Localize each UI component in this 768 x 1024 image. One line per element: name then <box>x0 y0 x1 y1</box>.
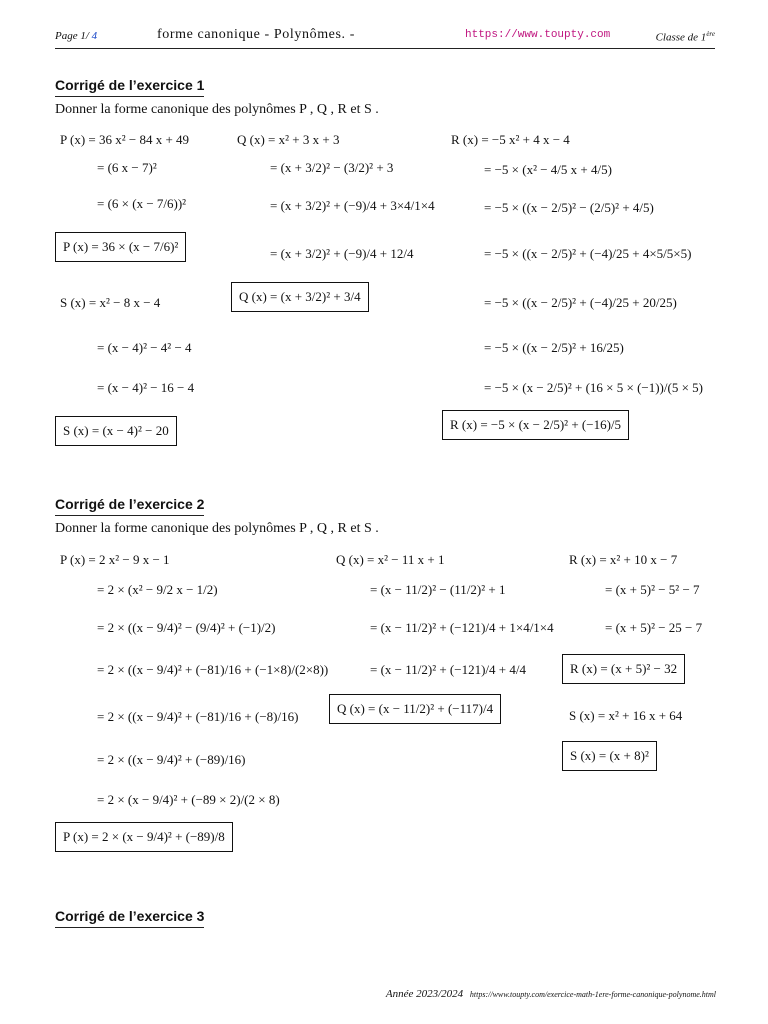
ex1-p-line-2: = (6 x − 7)² <box>97 160 157 175</box>
page-indicator <box>55 30 97 42</box>
ex1-p-line-1: P (x) = 36 x² − 84 x + 49 <box>60 132 190 147</box>
footer-url-link[interactable]: https://www.toupty.com/exercice-math-1ere-forme-canonique-polynome.html <box>469 990 716 999</box>
ex2-q-result: Q (x) = (x − 11/2)² + (−117)/4 <box>337 701 494 716</box>
ex1-r-line-7: = −5 × (x − 2/5)² + (16 × 5 × (−1))/(5 × 5) <box>484 380 703 395</box>
ex2-r-result: R (x) = (x + 5)² − 32 <box>570 661 678 676</box>
ex2-p-line-2: = 2 × (x² − 9/2 x − 1/2) <box>97 582 218 597</box>
ex2-q-line-4: = (x − 11/2)² + (−121)/4 + 4/4 <box>370 662 526 677</box>
ex1-r-result-box <box>442 410 629 440</box>
ex1-s-line-3: = (x − 4)² − 16 − 4 <box>97 380 195 395</box>
ex2-p-line-1: P (x) = 2 x² − 9 x − 1 <box>60 552 170 567</box>
ex1-q-line-2: = (x + 3/2)² − (3/2)² + 3 <box>270 160 394 175</box>
page-header <box>55 26 715 49</box>
ex1-q-result: Q (x) = (x + 3/2)² + 3/4 <box>239 289 361 304</box>
ex1-r-result: R (x) = −5 × (x − 2/5)² + (−16)/5 <box>450 417 622 432</box>
ex3-title: Corrigé de l’exercice 3 <box>55 908 204 928</box>
ex1-q-line-4: = (x + 3/2)² + (−9)/4 + 12/4 <box>270 246 414 261</box>
ex1-q-result-box <box>231 282 369 312</box>
ex1-q-line-1: Q (x) = x² + 3 x + 3 <box>237 132 340 147</box>
ex1-r-line-3: = −5 × ((x − 2/5)² − (2/5)² + 4/5) <box>484 200 654 215</box>
ex2-intro: Donner la forme canonique des polynômes P , Q , R et S . <box>55 521 379 536</box>
ex2-s-result-box <box>562 741 657 771</box>
ex1-s-result-box <box>55 416 177 446</box>
ex2-p-line-3: = 2 × ((x − 9/4)² − (9/4)² + (−1)/2) <box>97 620 276 635</box>
ex2-r-line-2: = (x + 5)² − 5² − 7 <box>605 582 700 597</box>
ex2-p-result: P (x) = 2 × (x − 9/4)² + (−89)/8 <box>63 829 225 844</box>
class-sup: ère <box>706 30 715 38</box>
ex2-r-result-box <box>562 654 685 684</box>
ex1-r-line-4: = −5 × ((x − 2/5)² + (−4)/25 + 4×5/5×5) <box>484 246 692 261</box>
ex2-s-line-1: S (x) = x² + 16 x + 64 <box>569 708 683 723</box>
class-text: Classe de 1 <box>655 31 707 44</box>
ex1-s-line-1: S (x) = x² − 8 x − 4 <box>60 295 161 310</box>
ex1-r-line-6: = −5 × ((x − 2/5)² + 16/25) <box>484 340 624 355</box>
ex2-q-line-2: = (x − 11/2)² − (11/2)² + 1 <box>370 582 506 597</box>
ex1-intro: Donner la forme canonique des polynômes P , Q , R et S . <box>55 102 379 117</box>
ex2-r-line-3: = (x + 5)² − 25 − 7 <box>605 620 703 635</box>
ex1-p-result: P (x) = 36 × (x − 7/6)² <box>63 239 179 254</box>
ex2-s-result: S (x) = (x + 8)² <box>570 748 649 763</box>
ex2-q-result-box <box>329 694 501 724</box>
ex1-r-line-2: = −5 × (x² − 4/5 x + 4/5) <box>484 162 612 177</box>
ex2-title: Corrigé de l’exercice 2 <box>55 496 204 516</box>
ex1-q-line-3: = (x + 3/2)² + (−9)/4 + 3×4/1×4 <box>270 198 435 213</box>
footer-year: Année 2023/2024 <box>385 988 464 1000</box>
ex1-p-line-3: = (6 × (x − 7/6))² <box>97 196 187 211</box>
class-label <box>656 30 715 44</box>
ex2-q-line-1: Q (x) = x² − 11 x + 1 <box>336 552 445 567</box>
ex2-p-line-6: = 2 × ((x − 9/4)² + (−89)/16) <box>97 752 246 767</box>
document-title: forme canonique - Polynômes. - <box>157 27 356 42</box>
page-footer <box>386 988 716 1000</box>
ex2-p-line-5: = 2 × ((x − 9/4)² + (−81)/16 + (−8)/16) <box>97 709 299 724</box>
ex2-p-line-4: = 2 × ((x − 9/4)² + (−81)/16 + (−1×8)/(2×8)) <box>97 662 329 677</box>
ex1-s-result: S (x) = (x − 4)² − 20 <box>63 423 169 438</box>
ex1-p-result-box <box>55 232 186 262</box>
ex2-p-line-7: = 2 × (x − 9/4)² + (−89 × 2)/(2 × 8) <box>97 792 280 807</box>
ex2-p-result-box <box>55 822 233 852</box>
page-total-link[interactable]: 4 <box>91 30 98 42</box>
ex2-q-line-3: = (x − 11/2)² + (−121)/4 + 1×4/1×4 <box>370 620 554 635</box>
ex2-r-line-1: R (x) = x² + 10 x − 7 <box>569 552 678 567</box>
ex1-r-line-1: R (x) = −5 x² + 4 x − 4 <box>451 132 570 147</box>
site-url-link[interactable]: https://www.toupty.com <box>465 29 611 41</box>
page-label: Page 1/ <box>55 30 89 42</box>
ex1-s-line-2: = (x − 4)² − 4² − 4 <box>97 340 192 355</box>
ex1-r-line-5: = −5 × ((x − 2/5)² + (−4)/25 + 20/25) <box>484 295 677 310</box>
ex1-title: Corrigé de l’exercice 1 <box>55 77 204 97</box>
